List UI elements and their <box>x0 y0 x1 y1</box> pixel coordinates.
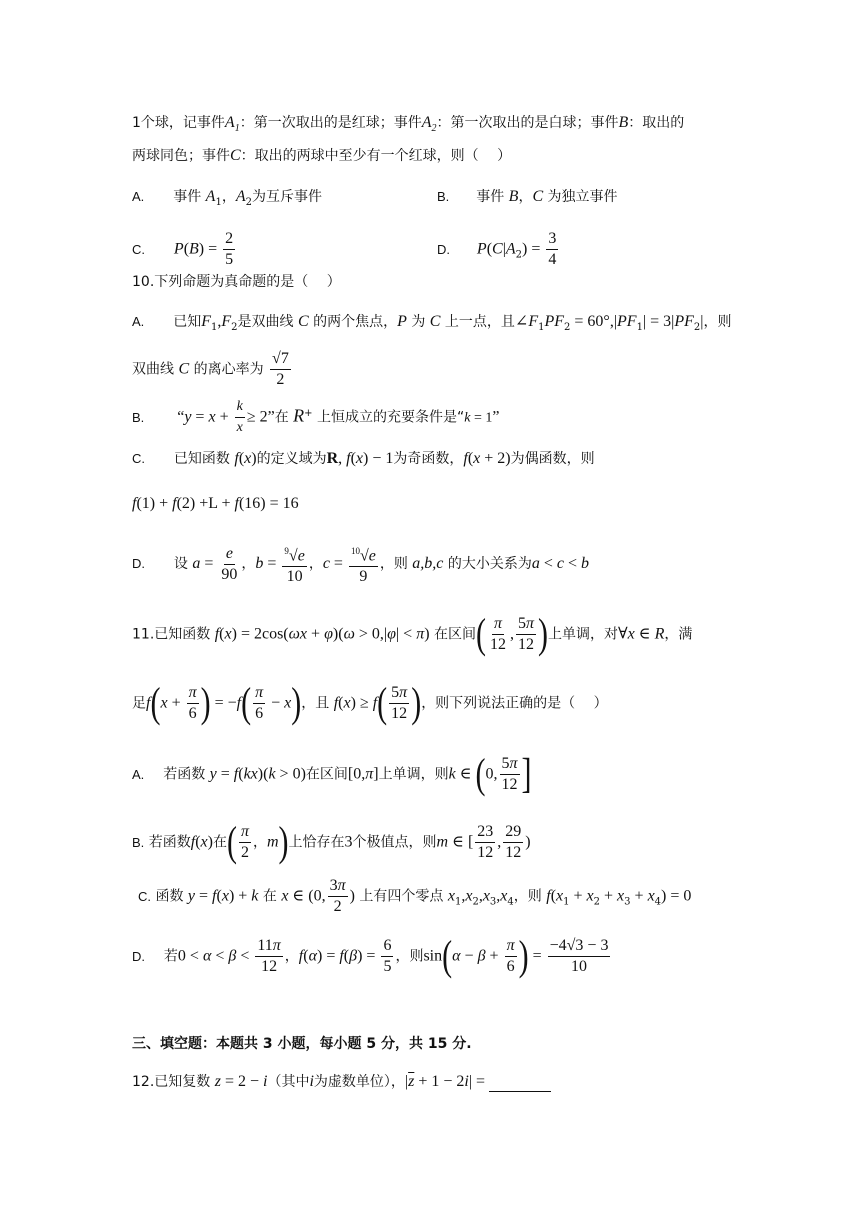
q11-option-d: D. 若0 < α < β < $\frac{11\pi}{12}$ ，f(α) = f(β) = $\frac{6}{5}$ ，则sin(α − β + $\frac{\pi}{6}$ ) = $\frac{-4√3 - 3}{10}$ <box>132 932 609 979</box>
q11-option-a: A. 若函数 y = f(kx)(k > 0)在区间[0,π]上单调，则k ∈ (0, $\frac{5\pi}{12}$ ] <box>132 750 532 797</box>
q11-stem-line-2: 足f(x + $\frac{\pi}{6}$ ) = −f( $\frac{\pi}{6}$ − x)，且 f(x) ≥ f( $\frac{5\pi}{12}$ )，则下列说法正确的是（ ） <box>132 679 608 726</box>
q10-option-a-line-1: A. 已知$F_1,F_2$是双曲线 C 的两个焦点，P 为 C 上一点，且$\angle F_1PF_2 = 60^\circ,|PF_1| = 3|PF_2|$，则 <box>132 313 732 333</box>
q10-stem: 10.下列命题为真命题的是（ ） <box>132 274 341 290</box>
q9-option-c: C. P(B) = $\frac{2}{5}$ <box>132 230 234 268</box>
q10-option-a-line-2: 双曲线 C 的离心率为 $\frac{√7}{2}$ <box>132 350 289 388</box>
q9-option-d: D. $P(C|A_2)$ = $\frac{3}{4}$ <box>437 230 557 268</box>
q11-option-c: C. 函数 y = f(x) + k 在 x ∈ (0, $\frac{3\pi}{2}$ ) 上有四个零点 $x_1,x_2,x_3,x_4$，则 $f(x_1 + x_2 + x_3 + x_4) = 0$ <box>138 877 692 915</box>
q9-intro-line-2: 两球同色；事件C：取出的两球中至少有一个红球，则（ ） <box>132 147 512 164</box>
q9-option-b: B. 事件 B，C 为独立事件 <box>437 188 618 205</box>
q12-stem: 12.已知复数 z = 2 − i（其中i为虚数单位），$|\overline{z} + 1 - 2i|$ = <box>132 1072 551 1092</box>
q9-intro-line-1: 1个球，记事件$A_1$：第一次取出的是红球；事件$A_2$：第一次取出的是白球；事件B：取出的 <box>132 114 685 135</box>
section-3-heading: 三、填空题：本题共 3 小题，每小题 5 分，共 15 分. <box>132 1036 472 1052</box>
q10-option-c-line-2: f(1) + f(2) +L + f(16) = 16 <box>132 495 299 512</box>
q11-option-b: B. 若函数f(x)在( $\frac{\pi}{2}$ ，m)上恰存在3个极值点，则m ∈ [ $\frac{23}{12}$ , $\frac{29}{12}$ ) <box>132 818 531 865</box>
q10-option-d: D. 设 a = $\frac{e}{90}$ ，b = $\frac{^9√e}{10}$ ，c = $\frac{^{10}√e}{9}$ ，则 a,b,c 的大小关系为a < c < b <box>132 541 589 587</box>
q9-option-a: A. 事件 $A_1$，$A_2$为互斥事件 <box>132 188 322 208</box>
q10-option-c-line-1: C. 已知函数 f(x)的定义域为R, f(x) − 1为奇函数，f(x + 2)为偶函数，则 <box>132 450 595 467</box>
answer-blank[interactable] <box>489 1075 551 1092</box>
q10-option-b: B. “y = x + $\frac{k}{x}$ ≥ 2”在 R+ 上恒成立的充要条件是“k = 1” <box>132 399 500 435</box>
q11-stem-line-1: 11.已知函数 f(x) = 2cos(ωx + φ)(ω > 0,|φ| < π) 在区间( $\frac{\pi}{12}$ , $\frac{5\pi}{12}$ )上单调，对∀x ∈ R，满 <box>132 610 693 657</box>
